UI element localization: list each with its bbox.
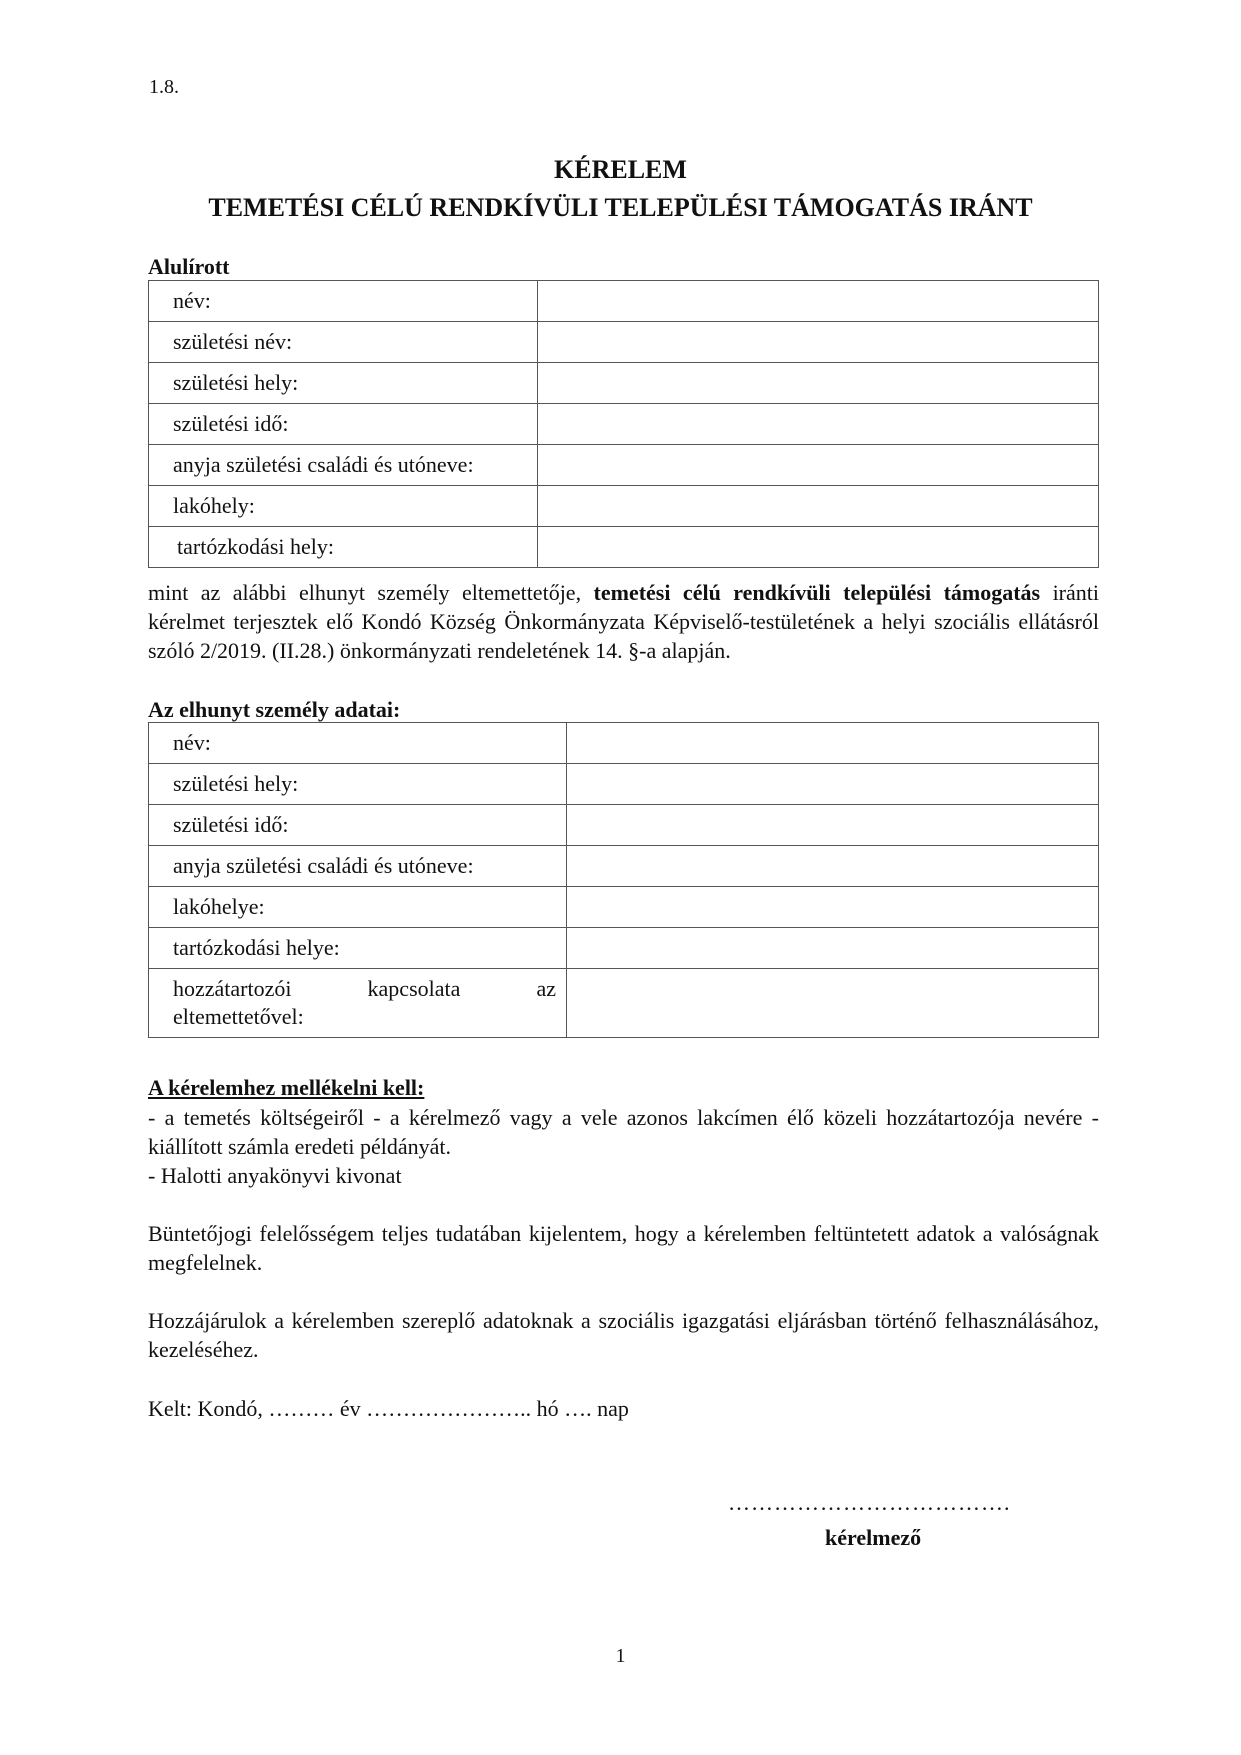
deceased-table [148, 722, 1099, 1038]
applicant-table [148, 280, 1099, 568]
request-paragraph [148, 578, 1099, 665]
field-label: lakóhely: [149, 486, 538, 527]
applicant-heading: Alulírott [148, 254, 230, 279]
relation-label-word: hozzátartozói [173, 976, 292, 1001]
applicant-name-field[interactable] [538, 281, 1099, 322]
attachments-heading: A kérelemhez mellékelni kell: [148, 1075, 425, 1100]
deceased-residence-field[interactable] [567, 887, 1099, 928]
field-label: tartózkodási hely: [149, 527, 538, 568]
table-row [149, 969, 1099, 1038]
attachment-item-death-certificate: - Halotti anyakönyvi kivonat [148, 1163, 402, 1188]
signer-label: kérelmező [825, 1525, 922, 1550]
field-label: tartózkodási helye: [149, 928, 567, 969]
table-row [149, 363, 1099, 404]
table-row [149, 764, 1099, 805]
liability-statement: Büntetőjogi felelősségem teljes tudatában kijelentem, hogy a kérelemben feltüntetett adatok a valóságnak megfelelnek. [148, 1221, 1099, 1275]
table-row [149, 281, 1099, 322]
table-row [149, 486, 1099, 527]
applicant-birth-name-field[interactable] [538, 322, 1099, 363]
field-label: születési idő: [149, 805, 567, 846]
field-label [149, 969, 567, 1038]
field-label: név: [149, 723, 567, 764]
applicant-mother-name-field[interactable] [538, 445, 1099, 486]
document-subtitle: TEMETÉSI CÉLÚ RENDKÍVÜLI TELEPÜLÉSI TÁMOGATÁS IRÁNT [208, 193, 1033, 222]
field-label: születési hely: [149, 764, 567, 805]
field-label: anyja születési családi és utóneve: [149, 445, 538, 486]
deceased-relation-field[interactable] [567, 969, 1099, 1038]
deceased-name-field[interactable] [567, 723, 1099, 764]
table-row [149, 404, 1099, 445]
document-number: 1.8. [149, 76, 179, 98]
field-label: anyja születési családi és utóneve: [149, 846, 567, 887]
deceased-birth-date-field[interactable] [567, 805, 1099, 846]
applicant-birth-date-field[interactable] [538, 404, 1099, 445]
field-label: születési név: [149, 322, 538, 363]
request-text-1: mint az alábbi elhunyt személy eltemettetője, [148, 580, 594, 605]
applicant-birth-place-field[interactable] [538, 363, 1099, 404]
table-row [149, 527, 1099, 568]
document-title: KÉRELEM [554, 155, 687, 184]
request-text-2: iránti kérelmet terjesztek elő Kondó Község Önkormányzata Képviselő-testületének a helyi szociális ellátásról szóló 2/2019. (II.28.) önkormányzati rendeletének 14. §-a alapján. [148, 580, 1099, 663]
field-label: születési hely: [149, 363, 538, 404]
deceased-heading: Az elhunyt személy adatai: [148, 697, 401, 722]
field-label: név: [149, 281, 538, 322]
deceased-mother-name-field[interactable] [567, 846, 1099, 887]
table-row [149, 846, 1099, 887]
signature-line[interactable]: ………………………………. [728, 1490, 1011, 1515]
deceased-stay-place-field[interactable] [567, 928, 1099, 969]
applicant-stay-place-field[interactable] [538, 527, 1099, 568]
request-text-bold: temetési célú rendkívüli települési támogatás [593, 580, 1041, 605]
table-row [149, 805, 1099, 846]
table-row [149, 887, 1099, 928]
date-line[interactable]: Kelt: Kondó, ……… év ………………….. hó …. nap [148, 1396, 629, 1421]
attachment-item-invoice: - a temetés költségeiről - a kérelmező vagy a vele azonos lakcímen élő közeli hozzátartozója nevére - kiállított számla eredeti példányát. [148, 1105, 1099, 1159]
relation-label-word: az [536, 976, 556, 1001]
relation-label-line2: eltemettetővel: [173, 1004, 304, 1029]
table-row [149, 723, 1099, 764]
field-label: lakóhelye: [149, 887, 567, 928]
table-row [149, 445, 1099, 486]
table-row [149, 928, 1099, 969]
page-number: 1 [615, 1645, 626, 1667]
applicant-residence-field[interactable] [538, 486, 1099, 527]
field-label: születési idő: [149, 404, 538, 445]
relation-label-word: kapcsolata [367, 976, 461, 1001]
deceased-birth-place-field[interactable] [567, 764, 1099, 805]
table-row [149, 322, 1099, 363]
consent-statement: Hozzájárulok a kérelemben szereplő adatoknak a szociális igazgatási eljárásban történő felhasználásához, kezeléséhez. [148, 1308, 1099, 1362]
